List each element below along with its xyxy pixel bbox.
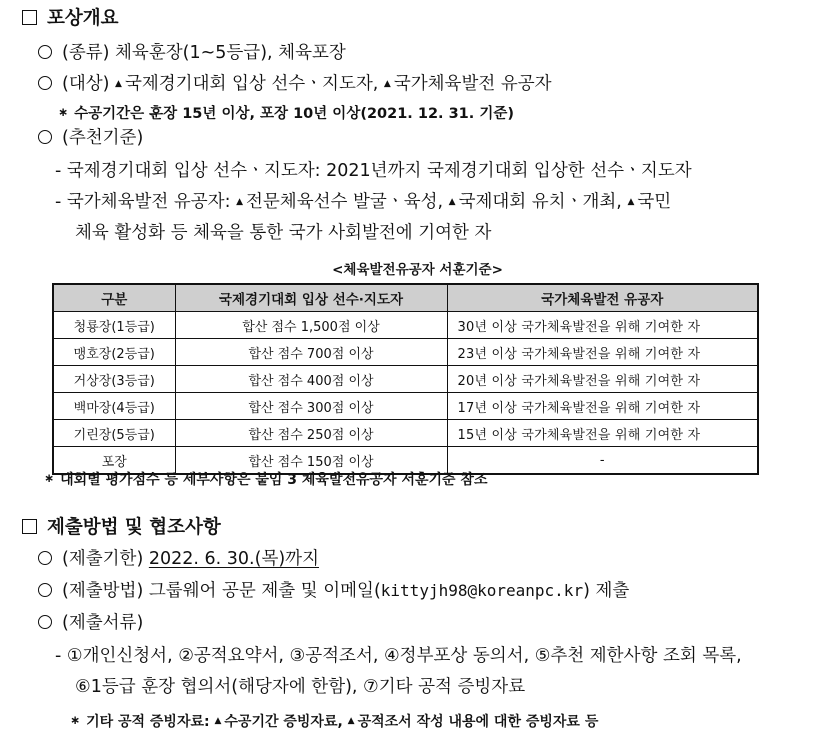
criteria-item-national: 국민 — [637, 192, 672, 212]
target-item-contributors: 국가체육발전 유공자 — [393, 74, 552, 94]
documents-note-item2: 공적조서 작성 내용에 대한 증빙자료 등 — [357, 714, 599, 730]
table-row — [53, 393, 758, 420]
row-contributor-criteria: 17년 이상 국가체육발전을 위해 기여한 자 — [447, 393, 758, 420]
table-row — [53, 339, 758, 366]
circle-bullet-icon — [38, 551, 52, 565]
table-footnote-text: 대회별 평가점수 등 세부사항은 붙임 3 체육발전유공자 서훈기준 참조 — [60, 472, 488, 488]
award-type-text: (종류) 체육훈장(1~5등급), 체육포장 — [62, 43, 346, 63]
documents-label: (제출서류) — [62, 613, 144, 633]
row-grade: 기린장(5등급) — [53, 420, 175, 447]
method-label: (제출방법) 그룹웨어 공문 제출 및 이메일( — [62, 581, 381, 601]
row-contributor-criteria: - — [447, 447, 758, 475]
triangle-bullet-icon: ▲ — [448, 197, 456, 207]
table-row — [53, 312, 758, 339]
circle-bullet-icon — [38, 76, 52, 90]
table-row — [53, 420, 758, 447]
row-grade: 맹호장(2등급) — [53, 339, 175, 366]
target-item-athletes: 국제경기대회 입상 선수ㆍ지도자, — [124, 74, 379, 94]
circle-bullet-icon — [38, 45, 52, 59]
deadline-value: 2022. 6. 30.(목)까지 — [148, 549, 319, 569]
row-grade: 청룡장(1등급) — [53, 312, 175, 339]
documents-note-item1: 수공기간 증빙자료, — [224, 714, 343, 730]
triangle-bullet-icon: ▲ — [627, 197, 635, 207]
triangle-bullet-icon: ▲ — [236, 197, 243, 207]
deadline-line — [38, 548, 319, 570]
row-contributor-criteria: 20년 이상 국가체육발전을 위해 기여한 자 — [447, 366, 758, 393]
row-contributor-criteria: 23년 이상 국가체육발전을 위해 기여한 자 — [447, 339, 758, 366]
table-footnote — [44, 467, 487, 491]
period-note — [58, 101, 514, 125]
table-caption: <체육발전유공자 서훈기준> — [332, 262, 503, 278]
section-title-text: 포상개요 — [47, 8, 119, 29]
triangle-bullet-icon: ▲ — [383, 79, 391, 89]
row-contributor-criteria: 15년 이상 국가체육발전을 위해 기여한 자 — [447, 420, 758, 447]
documents-list-2: ⑥1등급 훈장 협의서(해당자에 한함), ⑦기타 공적 증빙자료 — [75, 677, 526, 697]
criteria-athletes: - 국제경기대회 입상 선수ㆍ지도자: 2021년까지 국제경기대회 입상한 선수ㆍ지도자 — [55, 161, 692, 181]
row-grade: 포장 — [53, 447, 175, 475]
triangle-bullet-icon: ▲ — [115, 79, 122, 89]
criteria-contributors-cont: 체육 활성화 등 체육을 통한 국가 사회발전에 기여한 자 — [75, 223, 492, 243]
table-header-row — [53, 284, 758, 312]
email-link[interactable]: kittyjh98@koreanpc.kr — [380, 581, 584, 600]
method-suffix: ) 제출 — [583, 581, 630, 601]
checkbox-square-icon — [22, 10, 37, 25]
deadline-label: (제출기한) — [62, 549, 144, 569]
criteria-item-training: 전문체육선수 발굴ㆍ육성, — [245, 192, 444, 212]
criteria-label: (추천기준) — [62, 128, 144, 148]
section-title-submission — [22, 517, 221, 539]
award-type-line — [38, 42, 346, 64]
header-athletes: 국제경기대회 입상 선수·지도자 — [175, 284, 447, 312]
row-contributor-criteria: 30년 이상 국가체육발전을 위해 기여한 자 — [447, 312, 758, 339]
asterisk-bullet-icon: ∗ — [70, 713, 81, 727]
table-row — [53, 366, 758, 393]
target-label: (대상) — [62, 74, 110, 94]
row-grade: 거상장(3등급) — [53, 366, 175, 393]
row-athlete-score: 합산 점수 400점 이상 — [175, 366, 447, 393]
criteria-contributors-label: - 국가체육발전 유공자: — [55, 192, 231, 212]
documents-note — [70, 709, 598, 733]
row-grade: 백마장(4등급) — [53, 393, 175, 420]
criteria-contributors — [55, 191, 671, 213]
documents-note-label: 기타 공적 증빙자료: — [86, 714, 210, 730]
circle-bullet-icon — [38, 615, 52, 629]
section-title-text: 제출방법 및 협조사항 — [47, 517, 221, 538]
asterisk-bullet-icon: ∗ — [58, 105, 69, 119]
triangle-bullet-icon: ▲ — [214, 716, 222, 726]
row-athlete-score: 합산 점수 300점 이상 — [175, 393, 447, 420]
header-contributors: 국가체육발전 유공자 — [447, 284, 758, 312]
documents-list-1: - ①개인신청서, ②공적요약서, ③공적조서, ④정부포상 동의서, ⑤추천 제한사항 조회 목록, — [55, 646, 742, 666]
section-title-overview — [22, 8, 118, 30]
criteria-heading — [38, 127, 143, 149]
checkbox-square-icon — [22, 519, 37, 534]
triangle-bullet-icon: ▲ — [347, 716, 355, 726]
circle-bullet-icon — [38, 130, 52, 144]
target-line — [38, 73, 552, 95]
header-category: 구분 — [53, 284, 175, 312]
documents-heading — [38, 612, 143, 634]
asterisk-bullet-icon: ∗ — [44, 471, 55, 485]
row-athlete-score: 합산 점수 1,500점 이상 — [175, 312, 447, 339]
circle-bullet-icon — [38, 583, 52, 597]
method-line — [38, 580, 629, 602]
row-athlete-score: 합산 점수 250점 이상 — [175, 420, 447, 447]
period-note-text: 수공기간은 훈장 15년 이상, 포장 10년 이상(2021. 12. 31. 기준) — [74, 106, 514, 122]
row-athlete-score: 합산 점수 150점 이상 — [175, 447, 447, 475]
criteria-item-hosting: 국제대회 유치ㆍ개최, — [458, 192, 622, 212]
row-athlete-score: 합산 점수 700점 이상 — [175, 339, 447, 366]
award-criteria-table — [52, 283, 759, 475]
